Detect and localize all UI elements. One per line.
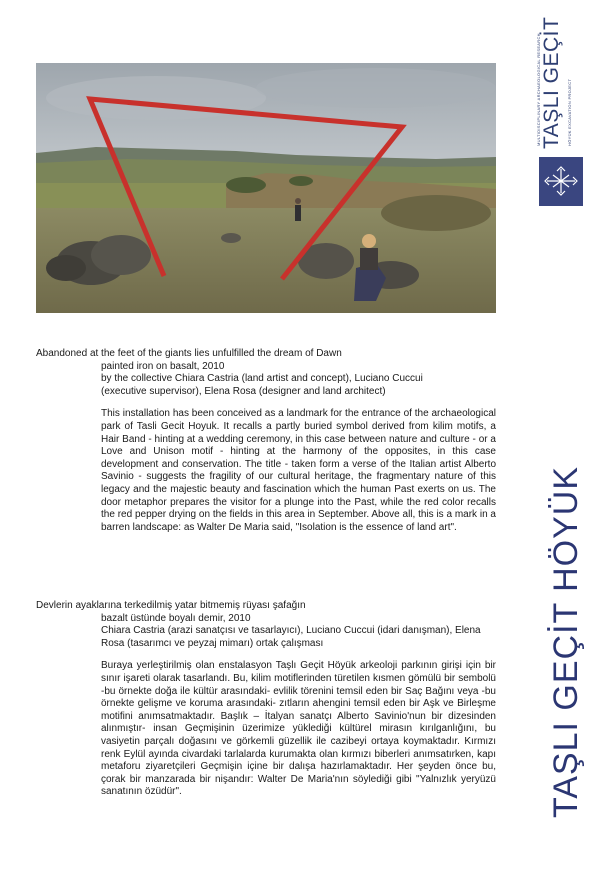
english-section xyxy=(36,348,496,534)
turkish-medium: bazalt üstünde boyalı demir, 2010 xyxy=(101,612,251,624)
vertical-site-title: TAŞLI GEÇİT HÖYÜK xyxy=(547,465,585,818)
english-medium: painted iron on basalt, 2010 xyxy=(101,360,225,372)
turkish-credits-line-2: Rosa (tasarımcı ve peyzaj mimarı) ortak çalışması xyxy=(101,637,324,649)
turkish-body: Buraya yerleştirilmiş olan enstalasyon Taşlı Geçit Höyük arkeoloji parkının girişi için bir sınır işareti olarak tasarlandı. Bu, kilim motiflerinden türetilen kısmen gömülü bir sembolü -bu örnekte doğa ile kültür arasındaki- evlilik törenini temsil eden bir Saç Bağını veya -bu örnekte gelişme ve koruma arasındaki- zıtların ahengini temsil eden bir Aşk ve Birleşme motifini anımsatmaktadır. Başlık – İtalyan sanatçı Alberto Savinio'nun bir dizesinden alınmıştır- insan Geçmişinin üzerimize yüklediği kültürel mirasın kırılganlığını, bu vasiyetin parçalı doğasını ve görkemli güzellik ile cazibeyi ortaya koymaktadır. Kırmızı renk Eylül ayında civardaki tarlalarda kurumakta olan kırmızı biberleri anımsatırken, kapı metaforu ziyaretçileri Geçmişin içine bir dalışa hazırlamaktadır. Her şeyden önce bu, çorak bir manzarada bir nişandır: Walter De Maria'nın söylediği gibi "Yalnızlık yeryüzü sanatının özüdür". xyxy=(101,660,496,798)
kilim-logo-icon xyxy=(539,157,583,206)
english-title: Abandoned at the feet of the giants lies unfulfilled the dream of Dawn xyxy=(36,348,342,359)
sidebar-small-caption-right: HÖYÜK EXCAVATION PROJECT xyxy=(567,78,572,146)
sidebar-small-caption-left: MULTIDISCIPLINARY ARCHAEOLOGICAL RESEARCH xyxy=(536,33,541,146)
turkish-section xyxy=(36,600,496,799)
sidebar-logo-title: TAŞLI GEÇİT xyxy=(540,16,563,149)
english-credits-line-2: (executive supervisor), Elena Rosa (designer and land architect) xyxy=(101,385,386,397)
english-credits-line-1: by the collective Chiara Castria (land artist and concept), Luciano Cuccui xyxy=(101,373,423,385)
english-body: This installation has been conceived as a landmark for the entrance of the archaeological park of Tasli Gecit Hoyuk. It recalls a partly buried symbol derived from kilim motifs, a Hair Band - hinting at a wedding ceremony, in this case between nature and culture - or a Love and Unison motif - hinting at the harmony of the opposites, in this case development and conservation. The title - taken form a verse of the Italian artist Alberto Savinio - suggests the fragility of our cultural heritage, the fragmentary nature of this legacy and the majestic beauty and fascination which the human Past exerts on us. The door metaphor prepares the visitor for a plunge into the Past, while the red color recalls the red pepper drying on the fields in this area in September. Above all, this is a mark in a barren landscape: as Walter De Maria said, "Isolation is the essence of land art". xyxy=(101,408,496,533)
turkish-title: Devlerin ayaklarına terkedilmiş yatar bitmemiş rüyası şafağın xyxy=(36,600,306,611)
turkish-credits-line-1: Chiara Castria (arazi sanatçısı ve tasarlayıcı), Luciano Cuccui (idari danışman), Elena xyxy=(101,625,481,637)
installation-photo xyxy=(36,63,496,313)
